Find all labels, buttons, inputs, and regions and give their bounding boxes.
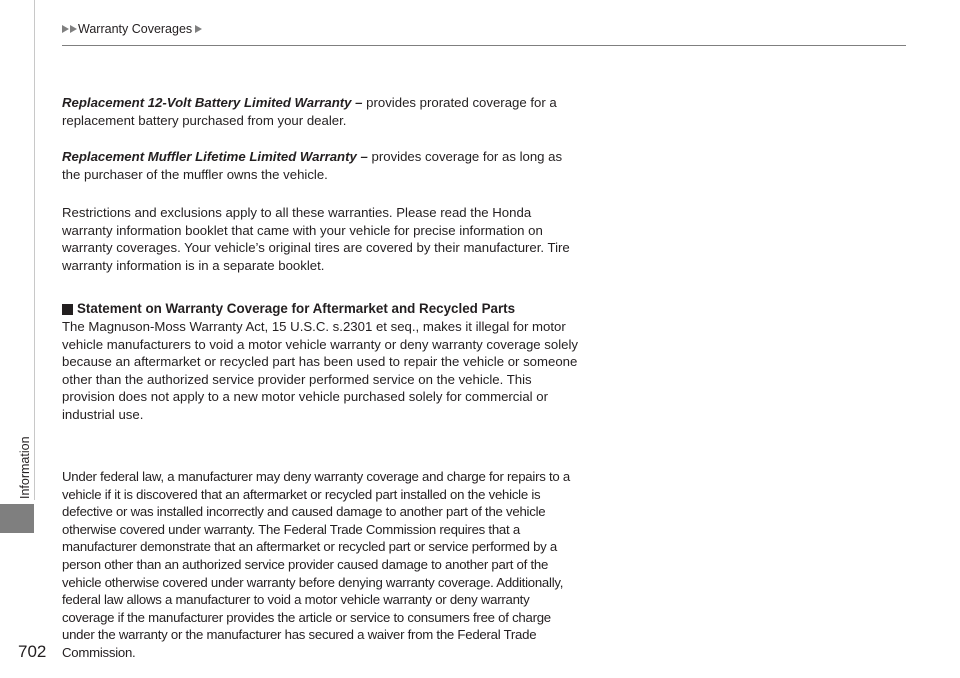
muffler-warranty-title: Replacement Muffler Lifetime Limited Warranty – [62, 149, 368, 164]
magnuson-moss-paragraph: The Magnuson-Moss Warranty Act, 15 U.S.C. s.2301 et seq., makes it illegal for motor vehicle manufacturers to void a motor vehicle warranty or deny warranty coverage solely because an aftermarket or recycled part has been used to repair the vehicle or someone other than the authorized service provider performed service on the vehicle. This provision does not apply to a new motor vehicle purchased solely for commercial or industrial use. [62, 319, 579, 422]
breadcrumb-label[interactable]: Warranty Coverages [78, 22, 193, 36]
muffler-warranty-text: provides coverage for as long as the purchaser of the muffler owns the vehicle. [62, 149, 563, 182]
restrictions-paragraph: Restrictions and exclusions apply to all these warranties. Please read the Honda warranty information booklet that came with your vehicle for precise information on warranty coverages. Your vehicle’s original tires are covered by their manufacturer. Tire warranty information is in a separate booklet. [62, 205, 570, 273]
battery-warranty-paragraph [62, 94, 578, 134]
square-bullet-icon [62, 304, 73, 315]
section-tab[interactable] [0, 504, 34, 533]
section-label-text: Information [18, 436, 32, 499]
breadcrumb[interactable] [62, 20, 203, 38]
sidebar-divider [34, 0, 35, 500]
arrow-right-icon [195, 25, 202, 33]
battery-warranty-text: provides prorated coverage for a replacement battery purchased from your dealer. [62, 95, 557, 128]
statement-heading-text: Statement on Warranty Coverage for Aftermarket and Recycled Parts [77, 301, 516, 317]
statement-heading [62, 300, 578, 318]
muffler-warranty-paragraph [62, 148, 578, 190]
main-content [62, 94, 578, 676]
battery-warranty-title: Replacement 12-Volt Battery Limited Warranty – [62, 95, 363, 110]
page-number: 702 [18, 642, 47, 661]
header-divider [62, 45, 906, 46]
arrow-right-icon [70, 25, 77, 33]
arrow-right-icon [62, 25, 69, 33]
federal-law-paragraph: Under federal law, a manufacturer may deny warranty coverage and charge for repairs to a vehicle if it is discovered that an aftermarket or recycled part installed on the vehicle is defective or was installed incorrectly and caused damage to another part of the vehicle otherwise covered under warranty. The Federal Trade Commission requires that a manufacturer demonstrate that an aftermarket or recycled part or service performed by a person other than an authorized service provider caused damage to another part of the vehicle otherwise covered under warranty before denying warranty coverage. Additionally, federal law allows a manufacturer to void a motor vehicle warranty or deny warranty coverage if the manufacturer provides the article or service to consumers free of charge under the warranty or the manufacturer has secured a waiver from the Federal Trade Commission. [62, 469, 570, 660]
